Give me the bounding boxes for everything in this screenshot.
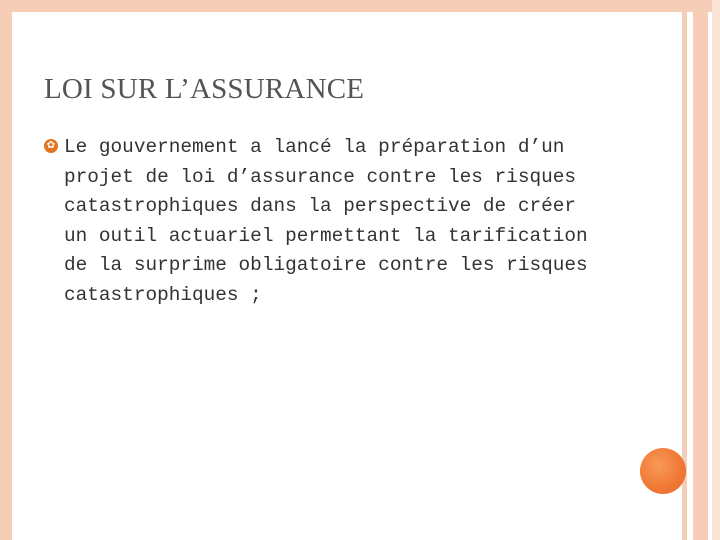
right-border-stripe	[693, 0, 708, 540]
orange-circle-decoration	[640, 448, 686, 494]
bullet-text: Le gouvernement a lancé la préparation d’un projet de loi d’assurance contre les risques catastrophiques dans la perspective de créer un outil actuariel permettant la tarification de la surprime obligatoire contre les risques catastrophiques ;	[64, 136, 588, 306]
gear-bullet-icon: ✿	[44, 139, 58, 153]
left-border	[0, 0, 12, 540]
top-border	[0, 0, 720, 12]
slide-content	[44, 133, 604, 310]
bullet-item	[44, 133, 604, 310]
slide-title: LOI SUR L’ASSURANCE	[44, 73, 365, 105]
right-border-stripe	[712, 0, 720, 540]
